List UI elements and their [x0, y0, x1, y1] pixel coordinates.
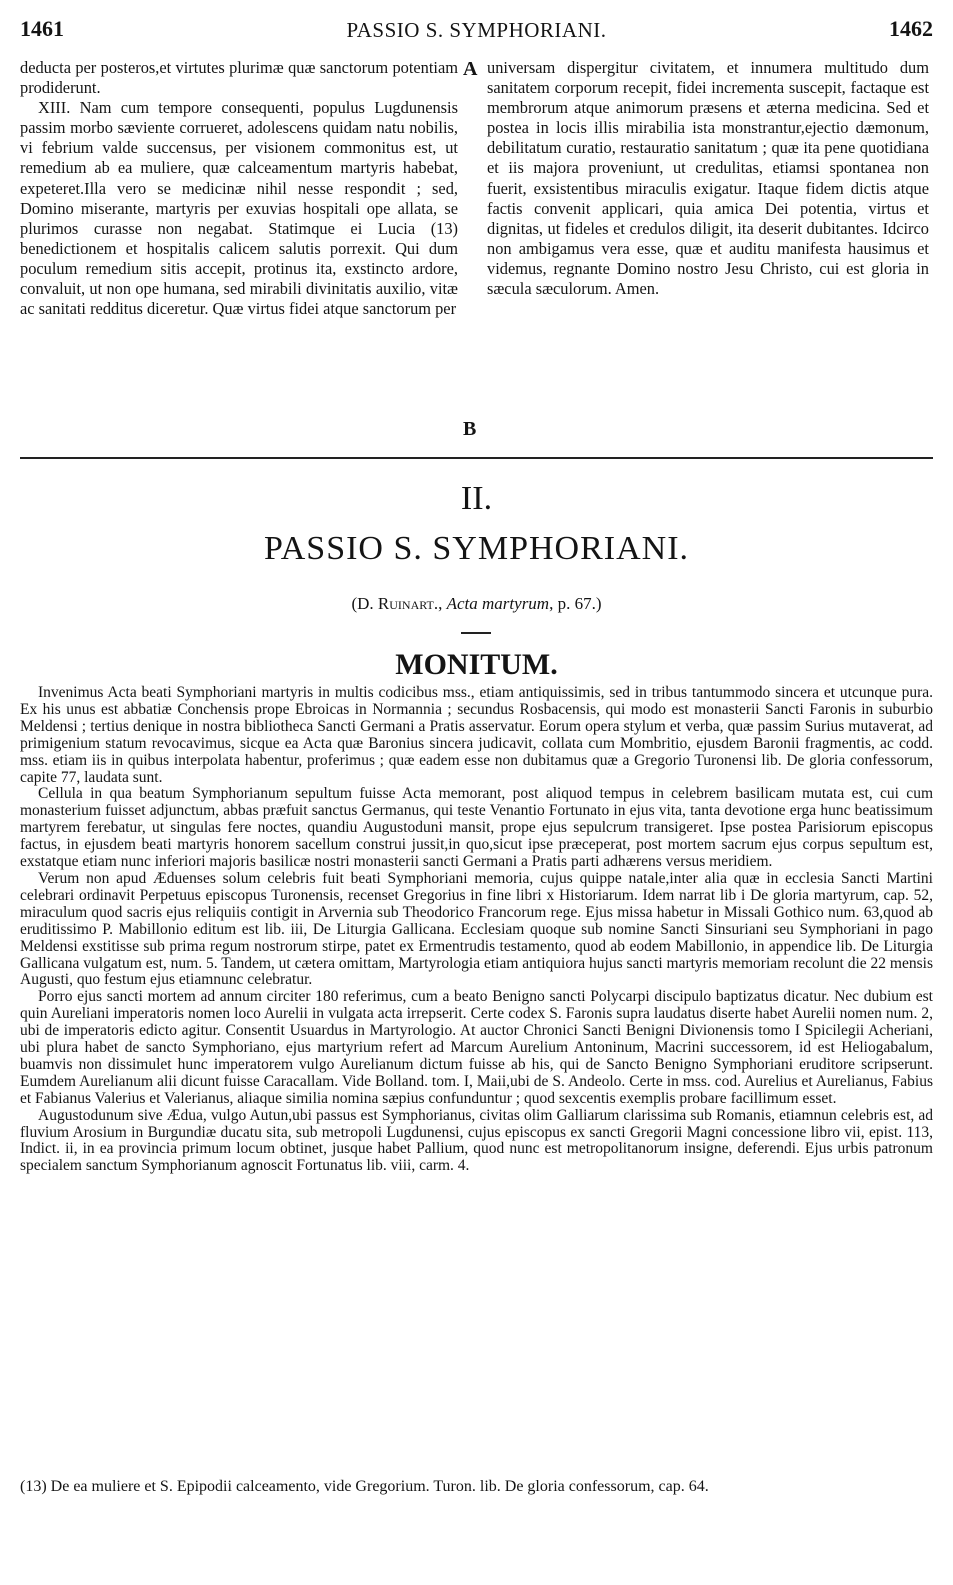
- right-column: [487, 58, 929, 299]
- monitum-heading: MONITUM.: [395, 648, 558, 681]
- monitum-paragraph: Verum non apud Æduenses solum celebris fuit beati Symphoriani memoria, cujus quippe natale,inter alia quæ in ecclesia Sancti Martini celebrari ordinavit Perpetuus episcopus Turonensis, recenset Gregorius in fine libri x Historiarum. Idem narrat lib i De gloria martyrum, cap. 52, miraculum quod sacris ejus reliquiis contigit in Arvernia sub Theodorico Francorum rege. Ejus missa habetur in Missali Gothico num. 63,quod ab eruditissimo P. Mabillonio editum est lib. iii, De Liturgia Gallicana. Ecclesiam quoque sub nomine Sancti Sinsuriani seu Symphoriani in pago Meldensi exstitisse sub prima regum nostrorum stirpe, patet ex Ermentrudis testamento, quod ab eodem Mabillonio, in appendice lib. De Liturgia Gallicana vulgatum est, num. 5. Tandem, ut cætera omittam, Martyrologia etiam antiquiora hujus sancti martyris memoriam recolunt die 22 mensis Augusti, quo festum ejus etiamnunc celebratur.: [20, 869, 933, 989]
- section-title: PASSIO S. SYMPHORIANI.: [263, 530, 690, 567]
- horizontal-rule: [20, 457, 933, 459]
- running-head: [20, 16, 933, 46]
- source-author: Ruinart.: [377, 594, 439, 613]
- page-number-left: 1461: [20, 16, 64, 41]
- source-prefix: (D.: [351, 594, 378, 613]
- margin-marker-a: A: [463, 58, 478, 80]
- page-number-right: 1462: [889, 16, 933, 41]
- monitum-body: [20, 685, 933, 1175]
- source-separator: ,: [438, 594, 447, 613]
- section-number: II.: [460, 480, 493, 517]
- monitum-paragraph: Augustodunum sive Ædua, vulgo Autun,ubi passus est Symphorianus, civitas olim Galliarum clarissima sub Romanis, etiamnun celebris est, ad fluvium Arosium in Burgundiæ ducatu sita, sub metropoli Lugdunensi, cujus episcopus ex sancti Gregorii Magni concessione libro vii, epist. 113, Indict. ii, in ea provincia primum locum obtinet, jusque habet Pallium, quod nunc est metropolitanorum insigne, deferendi. Ejus urbis patronum specialem sanctum Symphorianum agnoscit Fortunatus lib. viii, carm. 4.: [20, 1106, 933, 1175]
- monitum-paragraph: Cellula in qua beatum Symphorianum sepultum fuisse Acta memorant, post aliquod tempus in celebrem basilicam mutata est, cui cum monasterium fuisset adjunctum, abbas præfuit sanctus Germanus, qui teste Venantio Fortunato in ejus vita, tanta devotione erga hunc beatissimum martyrem ferebatur, ut singulas fere noctes, quandiu Augustoduni mansit, prope ejus sepulcrum transigeret. Ipse postea Parisiorum episcopus factus, in ejusdem beati martyris honorem sacellum construi jussit,in quo,sicut ipse præceperat, post mortem sacrum ejus corpus sepultum est, exstatque etiam nunc inferiori majoris basilicæ nostri monasterii sancti Germani a Pratis parti adhærens versus meridiem.: [20, 785, 933, 871]
- source-work: Acta martyrum: [446, 594, 550, 613]
- source-suffix: , p. 67.): [549, 594, 602, 613]
- margin-marker-b: B: [463, 418, 477, 440]
- left-paragraph: deducta per posteros,et virtutes plurimæ quæ sanctorum potentiam prodiderunt.: [20, 58, 458, 98]
- monitum-paragraph: Porro ejus sancti mortem ad annum circiter 180 referimus, cum a beato Benigno sancti Polycarpi discipulo baptizatus dicatur. Nec dubium est quin Aureliani imperatoris nomen loco Aurelii in vulgata acta irrepserit. Certe codex S. Faronis supra laudatus diserte habet Aurelii nomen num. 2, ubi de imperatoris edicto agitur. Consentit Usuardus in Martyrologio. At auctor Chronici Sancti Benigni Divionensis tomo I Spicilegii Acheriani, ubi plura habet de sancto Symphoriano, ejus martyrium refert ad Marcum Aurelium Antoninum, Macrini successorem, id est Heliogabalum, buamvis non dissimulet hunc imperatorem vulgo Aurelianum dictum fuisse ab his, qui de Sancto Benigno Symphoriani eruditore scripserunt. Eumdem Aurelianum alii dicunt fuisse Caracallam. Vide Bolland. tom. I, Maii,ubi de S. Andeolo. Certe in mss. cod. Aurelius et Aurelianus, Fabius et Fabianus Valerius et Valerianus, aliaque similia nomina sæpius confunduntur ; quod sexcentis exemplis probare facillimum esset.: [20, 988, 933, 1107]
- left-column: [20, 58, 458, 319]
- monitum-paragraph: Invenimus Acta beati Symphoriani martyris in multis codicibus mss., etiam antiquissimis, sed in tribus tantummodo sincera et utcunque pura. Ex his unus est abbatiæ Conchensis prope Ebroicas in Normannia ; secundus Rosbacensis, qui modo est monasterii Sancti Faronis in suburbio Meldensi ; tertius denique in nostra bibliotheca Sancti Germani a Pratis asservatur. Eorum opera stylum et verba, quæ passim Surius mutaverat, ad primigenium statum revocavimus, sicque ea Acta quæ Baronius sincera judicavit, collata cum Mombritio, ejusdem Baronii fragmentis, ac codd. mss. etiam iis in quibus interpolata habentur, proferimus ; quæ eadem esse non dubitamus quæ a Gregorio Turonensi lib. De gloria confessorum, capite 77, laudata sunt.: [20, 684, 933, 786]
- footnote: [20, 1477, 933, 1497]
- right-paragraph: universam dispergitur civitatem, et innumera multitudo dum sanitatem corporum recepit, fidei incrementa suscepit, factaque est membrorum atque animorum præsens et æterna medicina. Sed et postea in locis illis mirabilia ista monstrantur,ejectio dæmonum, debilitatum curatio, restauratio sanitatum ; quæ ita pene quotidiana et iis majora proveniunt, ut credulitas, etiamsi spontanea non fuerit, exsistentibus miraculis exigatur. Itaque fidem dictis atque factis convenit applicari, quia amica Dei potentia, virtus et dignitas, ut fideles et credulos diligit, ita deserit dubitantes. Idcirco non ambigamus vera esse, quæ et auditu manifesta hausimus et videmus, regnante Domino nostro Jesu Christo, cui est gloria in sæcula sæculorum. Amen.: [487, 58, 929, 299]
- left-paragraph: XIII. Nam cum tempore consequenti, populus Lugdunensis passim morbo sæviente corrueret, adolescens quidam natu nobilis, vi febrium valde succensus, per visionem commonitus est, ut remedium ab ea muliere, quæ calceamentum martyris habebat, expeteret.Illa vero se medicinæ nihil nesse respondit ; sed, Domino miserante, martyris per exuvias hospitali ope allata, se plurimos curasse non negabat. Statimque ei Lucia (13) benedictionem et hospitalis calicem salutis porrexit. Qui dum poculum remedium sitis accepit, protinus ita, exstincto ardore, convaluit, ut non ope humana, sed mirabili divinitatis auxilio, vitæ ac sanitati redditus diceretur. Quæ virtus fidei atque sanctorum per: [20, 98, 458, 319]
- running-title: PASSIO S. SYMPHORIANI.: [346, 18, 607, 42]
- short-dash-divider: [461, 632, 491, 634]
- footnote-text: (13) De ea muliere et S. Epipodii calceamento, vide Gregorium. Turon. lib. De gloria confessorum, cap. 64.: [20, 1478, 709, 1495]
- source-citation: [0, 594, 953, 614]
